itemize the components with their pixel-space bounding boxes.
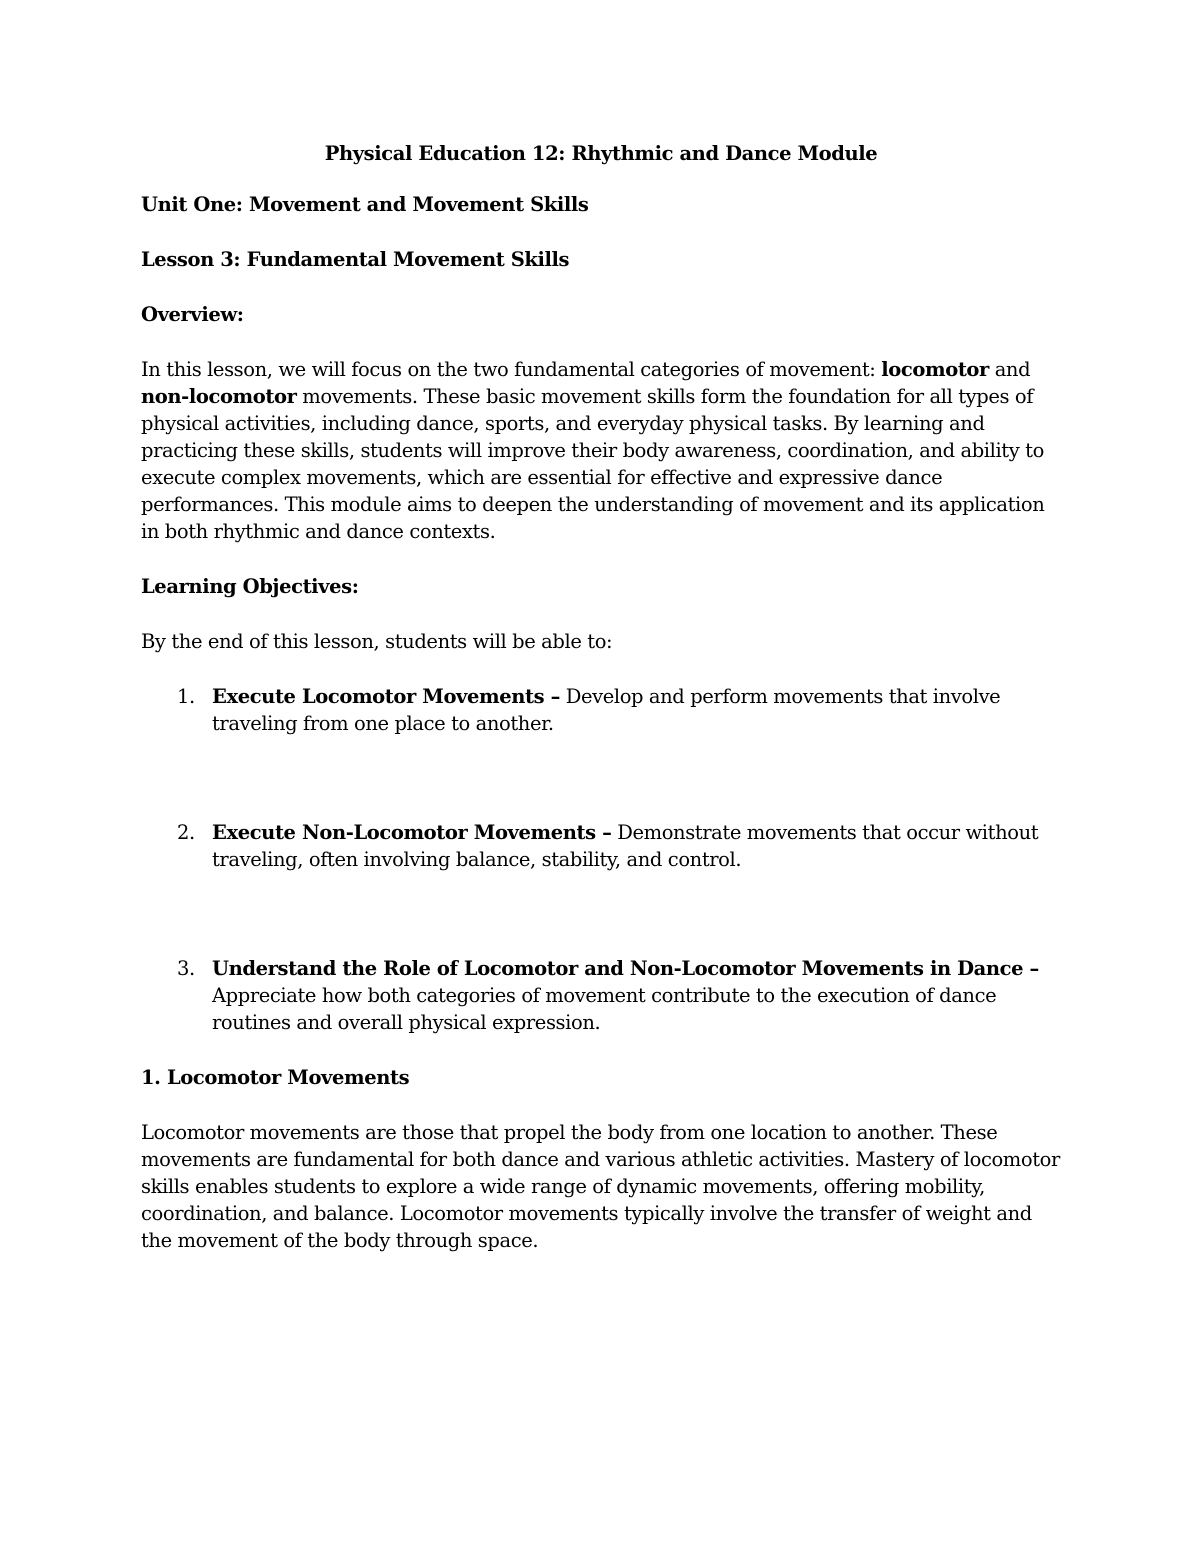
overview-bold-non-locomotor: non-locomotor [141, 385, 297, 408]
objective-title: Execute Non-Locomotor Movements – [212, 821, 612, 844]
objective-text: Develop and perform movements that involve traveling from one place to another. [212, 685, 1001, 735]
objective-number: 2. [177, 821, 195, 844]
overview-text-2: and [988, 358, 1031, 381]
overview-bold-locomotor: locomotor [881, 358, 989, 381]
objectives-intro: By the end of this lesson, students will be able to: [141, 630, 613, 653]
objective-title: Execute Locomotor Movements – [212, 685, 560, 708]
lesson-heading: Lesson 3: Fundamental Movement Skills [141, 248, 570, 271]
objective-text: Demonstrate movements that occur without traveling, often involving balance, stability, and control. [212, 821, 1039, 871]
objective-title: Understand the Role of Locomotor and Non-Locomotor Movements in Dance – [212, 957, 1039, 980]
overview-heading: Overview: [141, 303, 244, 326]
section-1-paragraph: Locomotor movements are those that propel the body from one location to another. These movements are fundamental for both dance and various athletic activities. Mastery of locomotor skills enables students to explore a wide range of dynamic movements, offering mobility, coordination, and balance. Locomotor movements typically involve the transfer of weight and the movement of the body through space. [141, 1121, 1060, 1252]
objective-item [141, 955, 1061, 1036]
objective-text: Appreciate how both categories of movement contribute to the execution of dance routines and overall physical expression. [212, 984, 997, 1034]
overview-paragraph [141, 356, 1061, 545]
objective-number: 1. [177, 685, 195, 708]
document-page [141, 140, 1061, 1282]
objectives-heading: Learning Objectives: [141, 575, 359, 598]
section-1-heading: 1. Locomotor Movements [141, 1066, 410, 1089]
overview-text-1: In this lesson, we will focus on the two fundamental categories of movement: [141, 358, 882, 381]
objective-item [141, 819, 1061, 873]
unit-heading: Unit One: Movement and Movement Skills [141, 193, 589, 216]
objective-item [141, 683, 1061, 737]
objectives-list [141, 683, 1061, 1036]
document-title: Physical Education 12: Rhythmic and Dance Module [324, 142, 878, 165]
overview-text-3: movements. These basic movement skills form the foundation for all types of physical activities, including dance, sports, and everyday physical tasks. By learning and practicing these skills, students will improve their body awareness, coordination, and ability to execute complex movements, which are essential for effective and expressive dance performances. This module aims to deepen the understanding of movement and its application in both rhythmic and dance contexts. [141, 385, 1045, 543]
objective-number: 3. [177, 957, 195, 980]
